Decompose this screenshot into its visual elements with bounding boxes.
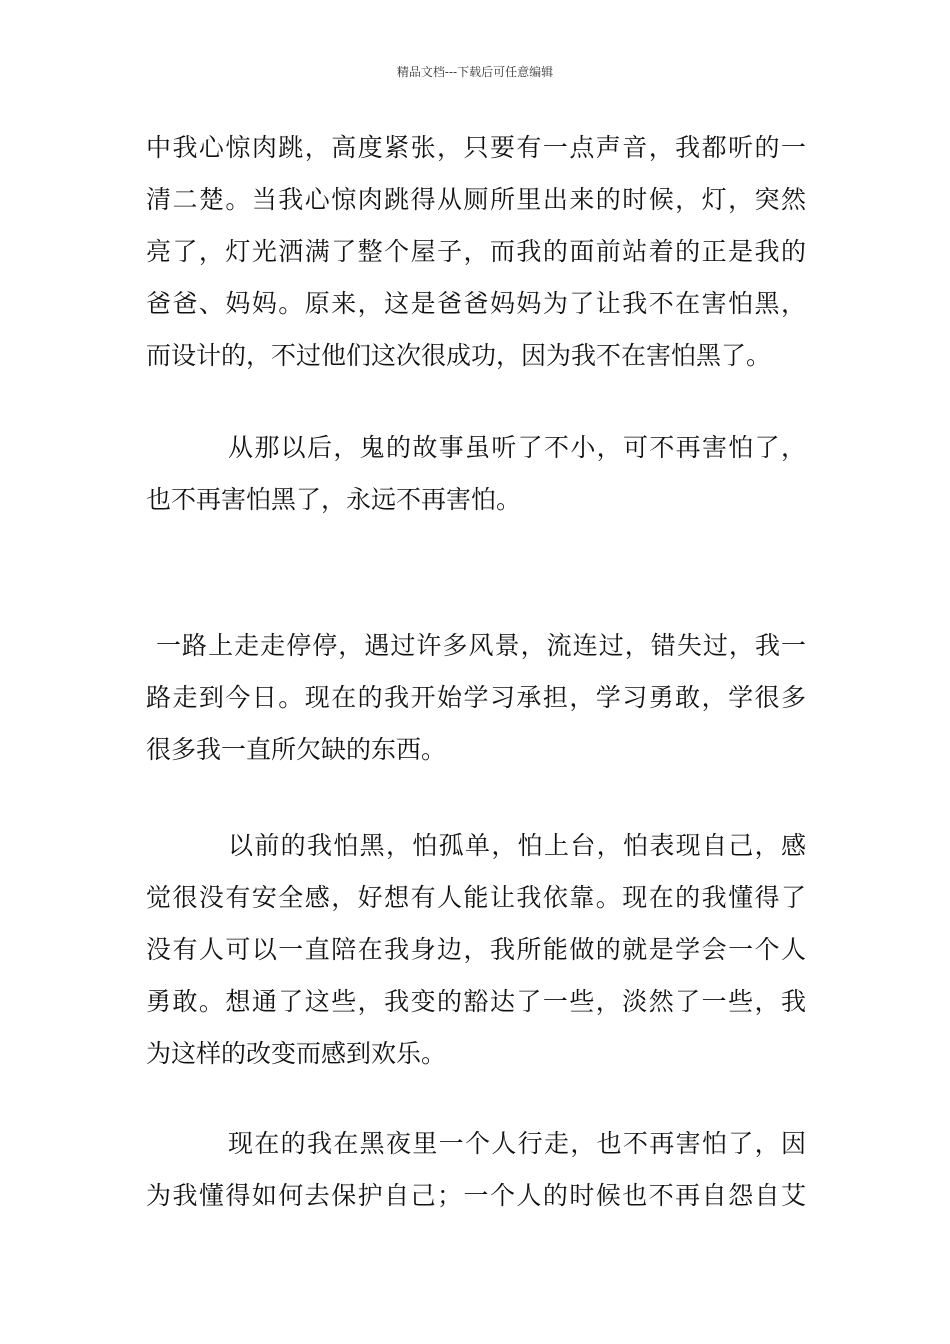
paragraph-line: 为这样的改变而感到欢乐。 (146, 1039, 447, 1068)
paragraph-line: 现在的我在黑夜里一个人行走，也不再害怕了，因 (228, 1129, 806, 1158)
paragraph-line: 觉很没有安全感，好想有人能让我依靠。现在的我懂得了 (146, 883, 806, 912)
paragraph-line: 以前的我怕黑，怕孤单，怕上台，怕表现自己，感 (228, 831, 806, 860)
paragraph-line: 一路上走走停停，遇过许多风景，流连过，错失过，我一 (156, 631, 806, 660)
paragraph-line: 从那以后，鬼的故事虽听了不小，可不再害怕了， (228, 433, 806, 462)
paragraph-line: 没有人可以一直陪在我身边，我所能做的就是学会一个人 (146, 935, 806, 964)
paragraph-line: 勇敢。想通了这些，我变的豁达了一些，淡然了一些，我 (146, 987, 806, 1016)
paragraph-line: 亮了，灯光洒满了整个屋子，而我的面前站着的正是我的 (146, 237, 806, 266)
paragraph-5 (146, 1118, 806, 1222)
page-header: 精品文档---下载后可任意编辑 (396, 65, 554, 79)
paragraph-line: 为我懂得如何去保护自己；一个人的时候也不再自怨自艾 (146, 1181, 806, 1210)
paragraph-line: 路走到今日。现在的我开始学习承担，学习勇敢，学很多 (146, 683, 806, 712)
paragraph-line: 很多我一直所欠缺的东西。 (146, 735, 447, 764)
paragraph-line: 而设计的，不过他们这次很成功，因为我不在害怕黑了。 (146, 341, 772, 370)
paragraph-line: 也不再害怕黑了，永远不再害怕。 (146, 485, 522, 514)
paragraph-line: 中我心惊肉跳，高度紧张，只要有一点声音，我都听的一 (146, 133, 806, 162)
paragraph-4 (146, 820, 806, 1080)
paragraph-line: 爸爸、妈妈。原来，这是爸爸妈妈为了让我不在害怕黑， (146, 289, 806, 318)
paragraph-3 (146, 620, 806, 776)
paragraph-2 (146, 422, 806, 526)
paragraph-1 (146, 122, 806, 382)
paragraph-line: 清二楚。当我心惊肉跳得从厕所里出来的时候，灯，突然 (146, 185, 806, 214)
